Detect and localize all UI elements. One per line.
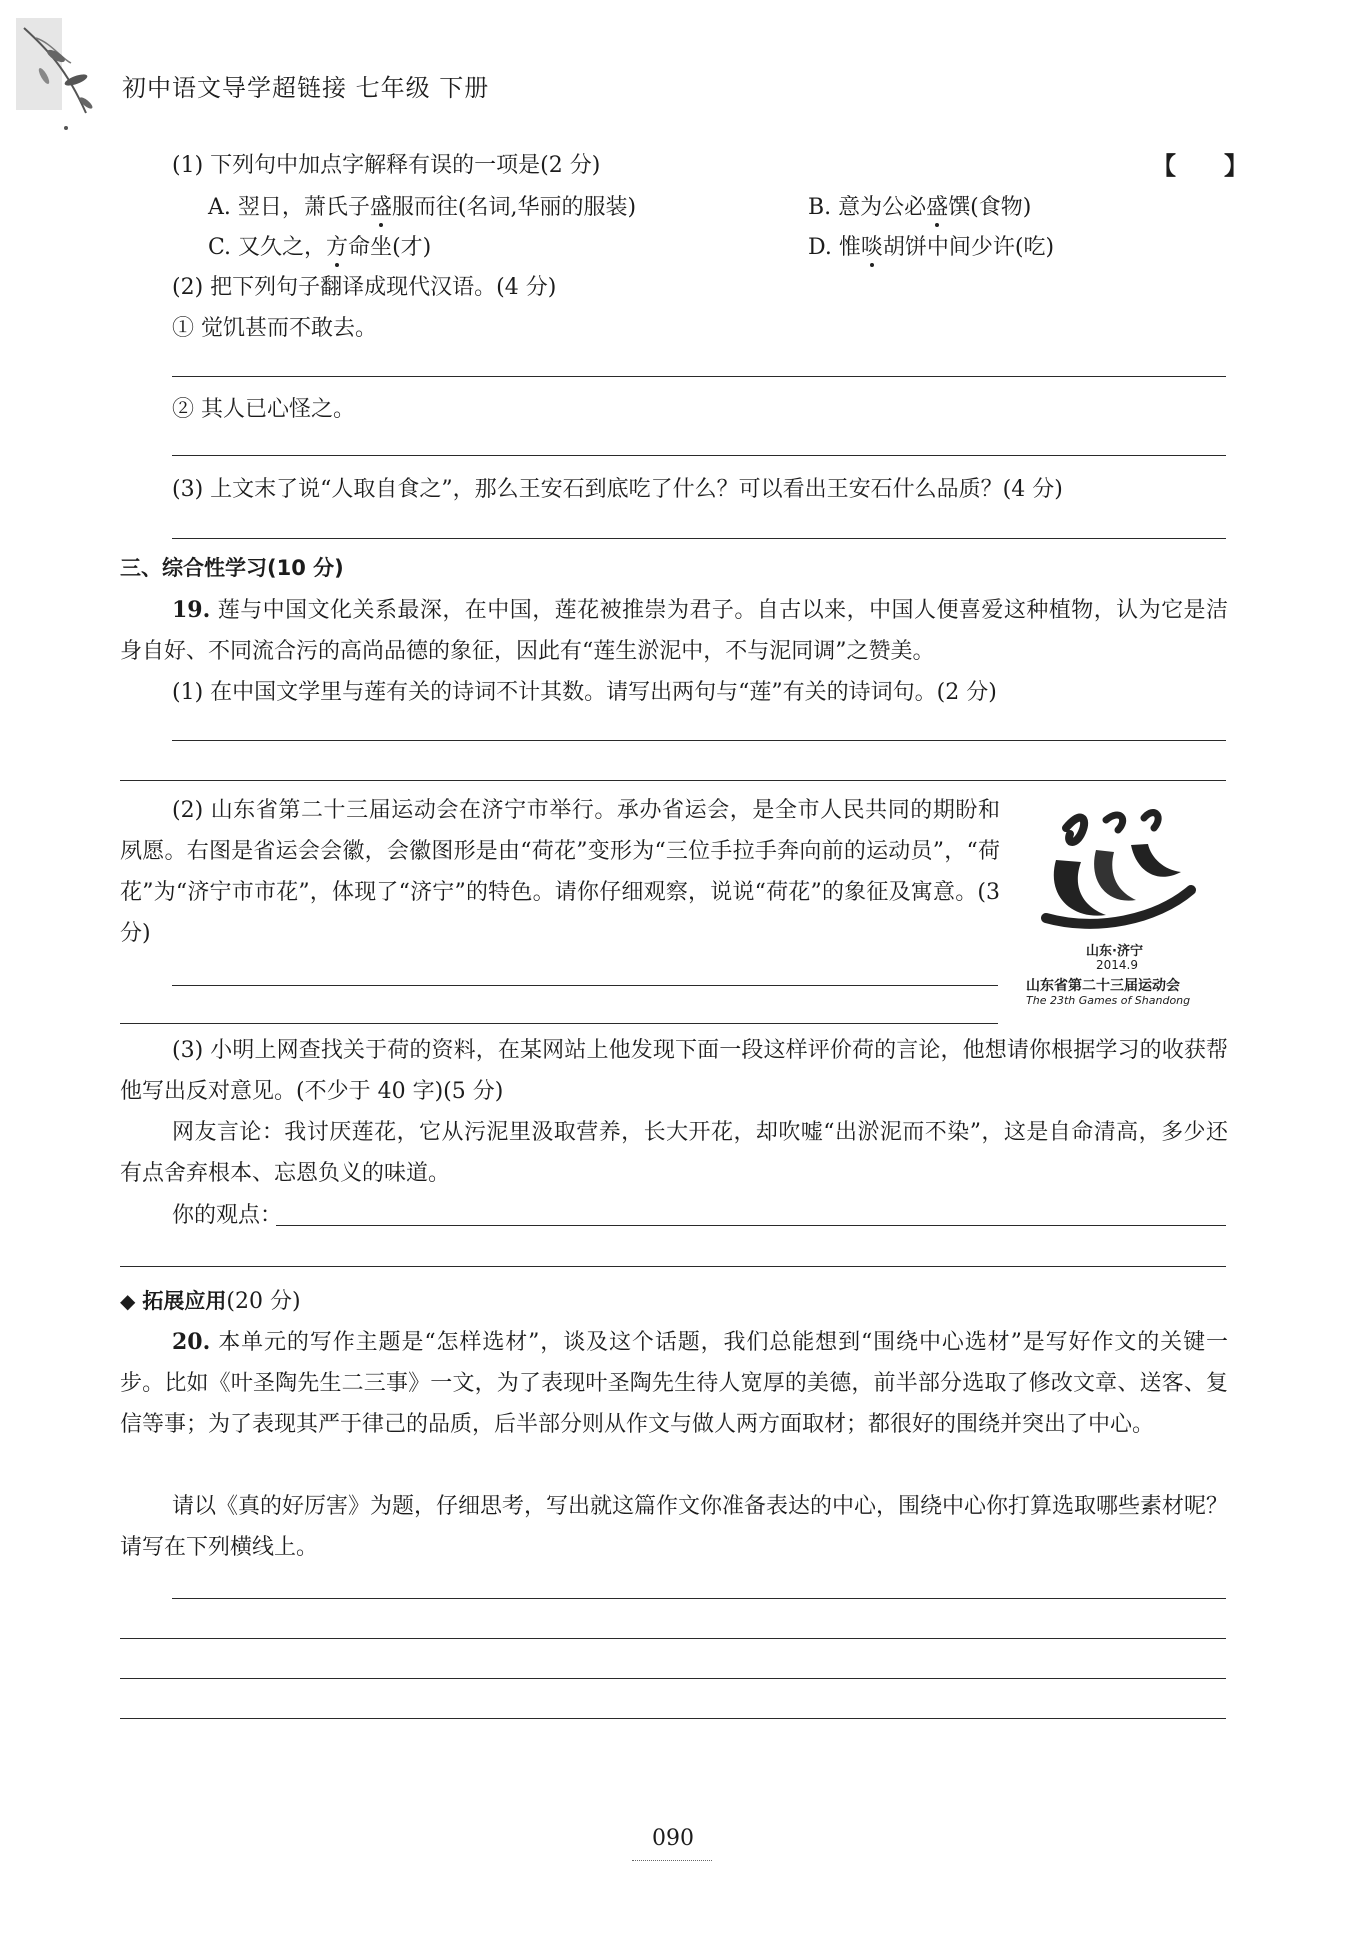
answer-line[interactable]: [172, 538, 1226, 539]
book-title: 初中语文导学超链接 七年级 下册: [122, 74, 490, 102]
q20-body: 20. 本单元的写作主题是“怎样选材”，谈及这个话题，我们总能想到“围绕中心选材”是写好作文的关键一步。比如《叶圣陶先生二三事》一文，为了表现叶圣陶先生待人宽厚的美德，前半部分选取了修改文章、送客、复信等事；为了表现其严于律己的品质，后半部分则从作文与做人两方面取材；都很好的围绕并突出了中心。: [120, 1329, 1228, 1437]
option-c: C. 又久之，方命坐(才): [208, 235, 432, 260]
emblem-english: The 23th Games of Shandong: [1026, 994, 1191, 1007]
games-emblem: [1026, 800, 1206, 1020]
sentence-1: ① 觉饥甚而不敢去。: [172, 316, 377, 341]
diamond-icon: ◆: [120, 1289, 136, 1313]
answer-line[interactable]: [172, 985, 998, 986]
q18-part3-stem: (3) 上文末了说“人取自食之”，那么王安石到底吃了什么？可以看出王安石什么品质？(4 分): [172, 477, 1063, 502]
q19-part3-stem: (3) 小明上网查找关于荷的资料，在某网站上他发现下面一段这样评价荷的言论，他想请你根据学习的收获帮他写出反对意见。(不少于 40 字)(5 分): [120, 1038, 1228, 1104]
lotus-emblem-icon: [1026, 800, 1206, 930]
q19-part2-stem: (2) 山东省第二十三届运动会在济宁市举行。承办省运会，是全市人民共同的期盼和夙愿。右图是省运会会徽，会徽图形是由“荷花”变形为“三位手拉手奔向前的运动员”，“荷花”为“济宁市市花”，体现了“济宁”的特色。请你仔细观察，说说“荷花”的象征及寓意。(3 分): [120, 798, 1000, 946]
dotted-char: 啖: [860, 235, 883, 260]
sentence-2: ② 其人已心怪之。: [172, 397, 355, 422]
q19-intro: 19. 莲与中国文化关系最深，在中国，莲花被推崇为君子。自古以来，中国人便喜爱这种植物，认为它是洁身自好、不同流合污的高尚品德的象征，因此有“莲生淤泥中，不与泥同调”之赞美。: [120, 597, 1228, 664]
netizen-comment: 网友言论：我讨厌莲花，它从污泥里汲取营养，长大开花，却吹嘘“出淤泥而不染”，这是自命清高，多少还有点舍弃根本、忘恩负义的味道。: [120, 1120, 1228, 1186]
dotted-char: 方: [326, 235, 349, 260]
emblem-name: 山东省第二十三届运动会: [1026, 978, 1180, 994]
q18-part1-stem: (1) 下列句中加点字解释有误的一项是(2 分): [172, 153, 601, 178]
page-number-rule: [632, 1860, 712, 1861]
q18-part2-stem: (2) 把下列句子翻译成现代汉语。(4 分): [172, 275, 557, 300]
view-label: 你的观点：: [172, 1203, 283, 1228]
answer-line[interactable]: [120, 1638, 1226, 1639]
section-heading: ◆ 拓展应用(20 分): [120, 1289, 301, 1314]
q20-task: 请以《真的好厉害》为题，仔细思考，写出就这篇作文你准备表达的中心，围绕中心你打算选取哪些素材呢？请写在下列横线上。: [120, 1494, 1229, 1560]
ink-plant-decoration: [16, 18, 108, 138]
answer-line[interactable]: [120, 1718, 1226, 1719]
answer-line[interactable]: [120, 780, 1226, 781]
emblem-date: 2014.9: [1096, 958, 1138, 972]
dotted-char: 盛: [926, 195, 949, 220]
answer-line[interactable]: [120, 1023, 998, 1024]
q19-part1-stem: (1) 在中国文学里与莲有关的诗词不计其数。请写出两句与“莲”有关的诗词句。(2 分): [172, 680, 997, 705]
emblem-city: 山东·济宁: [1086, 944, 1143, 959]
section-heading: 三、综合性学习(10 分): [120, 556, 344, 580]
answer-line[interactable]: [172, 740, 1226, 741]
answer-line[interactable]: [120, 1678, 1226, 1679]
page-number: 090: [652, 1826, 694, 1851]
option-d: D. 惟啖胡饼中间少许(吃): [808, 235, 1055, 260]
answer-line[interactable]: [172, 1598, 1226, 1599]
option-b: B. 意为公必盛馔(食物): [808, 195, 1032, 220]
answer-line[interactable]: [276, 1225, 1226, 1226]
answer-line[interactable]: [120, 1266, 1226, 1267]
option-a: A. 翌日，萧氏子盛服而往(名词,华丽的服装): [208, 195, 637, 220]
answer-bracket: 【 】: [1152, 151, 1248, 180]
dotted-char: 盛: [369, 195, 392, 220]
answer-line[interactable]: [172, 376, 1226, 377]
answer-line[interactable]: [172, 455, 1226, 456]
